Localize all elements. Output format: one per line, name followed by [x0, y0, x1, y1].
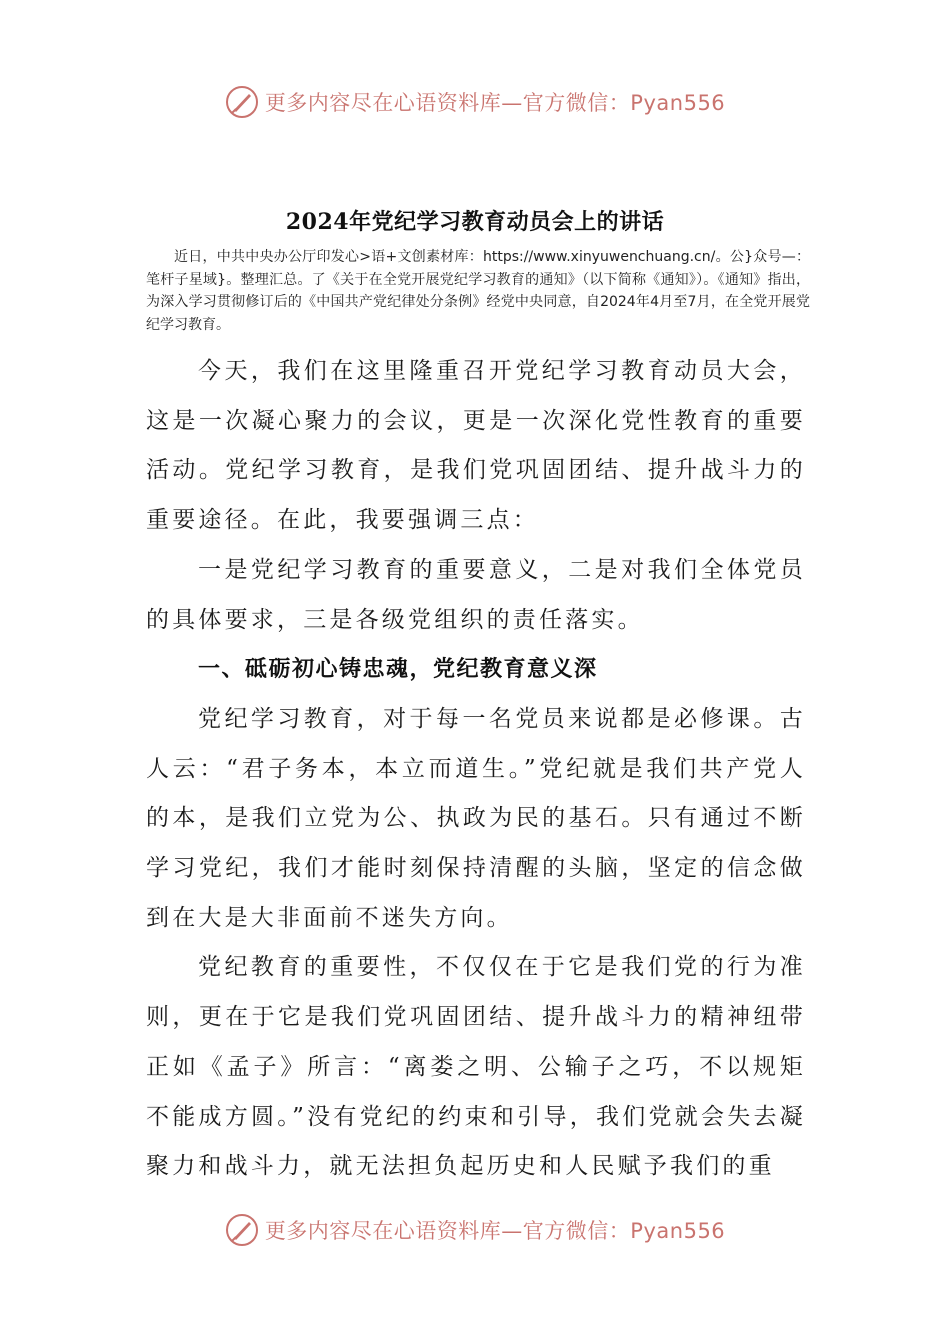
- section-heading: 一、砥砺初心铸忠魂，党纪教育意义深: [198, 656, 598, 683]
- body-paragraph: 党纪教育的重要性，不仅仅在于它是我们党的行为准则，更在于它是我们党巩固团结、提升战斗力的精神纽带正如《孟子》所言：“离娄之明、公输子之巧，不以规矩不能成方圆。”没有党纪的约束和引导，我们党就会失去凝聚力和战斗力，就无法担负起历史和人民赋予我们的重: [146, 954, 806, 1180]
- quill-pen-logo-icon: [225, 85, 259, 119]
- footer-banner: [0, 1208, 950, 1252]
- document-body: [146, 347, 806, 1192]
- quill-pen-logo-icon: [225, 1213, 259, 1247]
- body-paragraph: 今天，我们在这里隆重召开党纪学习教育动员大会，这是一次凝心聚力的会议，更是一次深化党性教育的重要活动。党纪学习教育，是我们党巩固团结、提升战斗力的重要途径。在此，我要强调三点：: [146, 358, 806, 534]
- intro-paragraph: 近日，中共中央办公厅印发心>语+文创素材库：https://www.xinyuwenchuang.cn/。公}众号—：笔杆子星域}。整理汇总。了《关于在全党开展党纪学习教育的通知》（以下简称《通知》）。《通知》指出，为深入学习贯彻修订后的《中国共产党纪律处分条例》经党中央同意，自2024年4月至7月，在全党开展党纪学习教育。: [146, 249, 810, 333]
- banner-text: 更多内容尽在心语资料库—官方微信：Pyan556: [264, 1219, 726, 1243]
- banner-text: 更多内容尽在心语资料库—官方微信：Pyan556: [264, 91, 726, 115]
- header-banner: [0, 80, 950, 124]
- body-paragraph: 党纪学习教育，对于每一名党员来说都是必修课。古人云：“君子务本，本立而道生。”党纪就是我们共产党人的本，是我们立党为公、执政为民的基石。只有通过不断学习党纪，我们才能时刻保持清醒的头脑，坚定的信念做到在大是大非面前不迷失方向。: [146, 705, 806, 931]
- body-paragraph: 一是党纪学习教育的重要意义，二是对我们全体党员的具体要求，三是各级党组织的责任落实。: [146, 556, 806, 633]
- document-title: 2024年党纪学习教育动员会上的讲话: [285, 209, 665, 235]
